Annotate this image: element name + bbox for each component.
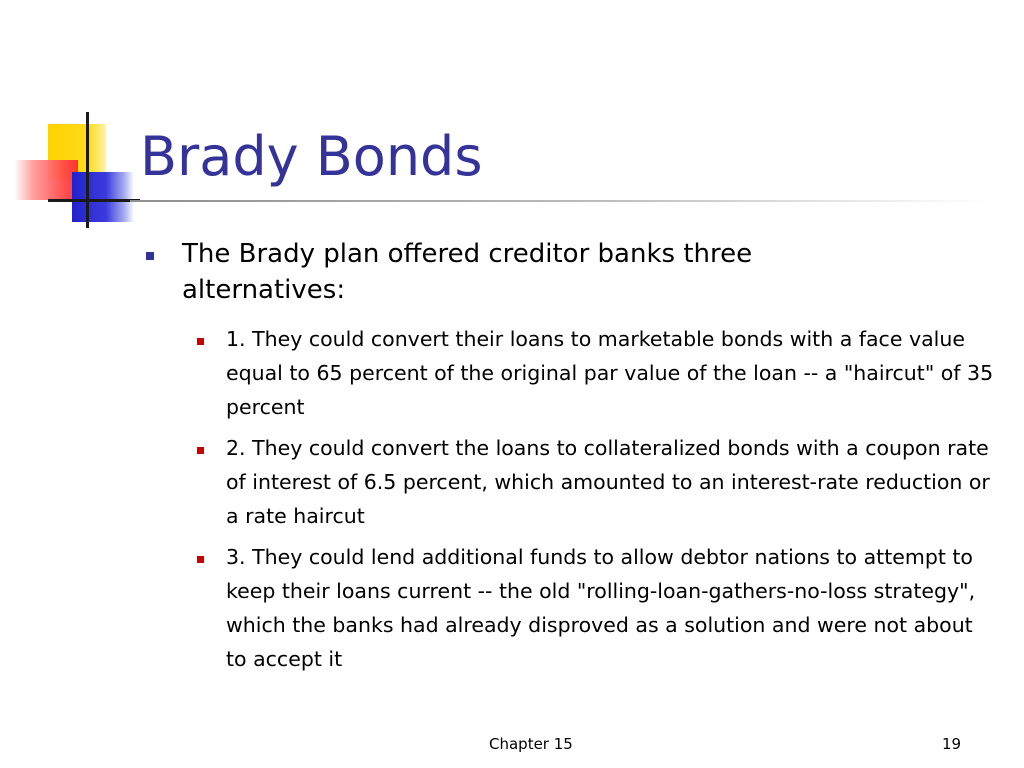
sub-bullet-text-2: 2. They could convert the loans to collateralized bonds with a coupon rate of interest of 6.5 percent, which amounted to an interest-rate reduction or a rate haircut — [226, 436, 990, 528]
bullet-square-icon — [146, 252, 154, 260]
footer-chapter-label: Chapter 15 — [489, 735, 573, 753]
title-underline-rule — [130, 200, 990, 202]
sub-bullet-text-1: 1. They could convert their loans to marketable bonds with a face value equal to 65 percent of the original par value of the loan -- a "haircut" of 35 percent — [226, 327, 994, 419]
decorative-vertical-line — [86, 112, 89, 228]
sub-bullet-square-icon — [197, 338, 204, 345]
footer-page-number: 19 — [942, 735, 962, 753]
decorative-red-bar — [14, 160, 78, 200]
sub-bullet-square-icon — [197, 556, 204, 563]
decorative-horizontal-line — [48, 199, 140, 202]
decorative-blue-square — [72, 172, 134, 222]
sub-bullet-text-3: 3. They could lend additional funds to allow debtor nations to attempt to keep their loans current -- the old "rolling-loan-gathers-no-loss strategy", which the banks had already disproved as a solution and were not about to accept it — [226, 545, 976, 671]
bullet-text: The Brady plan offered creditor banks three alternatives: — [182, 239, 753, 305]
sub-bullet-square-icon — [197, 447, 204, 454]
slide-title: Brady Bonds — [140, 125, 483, 188]
